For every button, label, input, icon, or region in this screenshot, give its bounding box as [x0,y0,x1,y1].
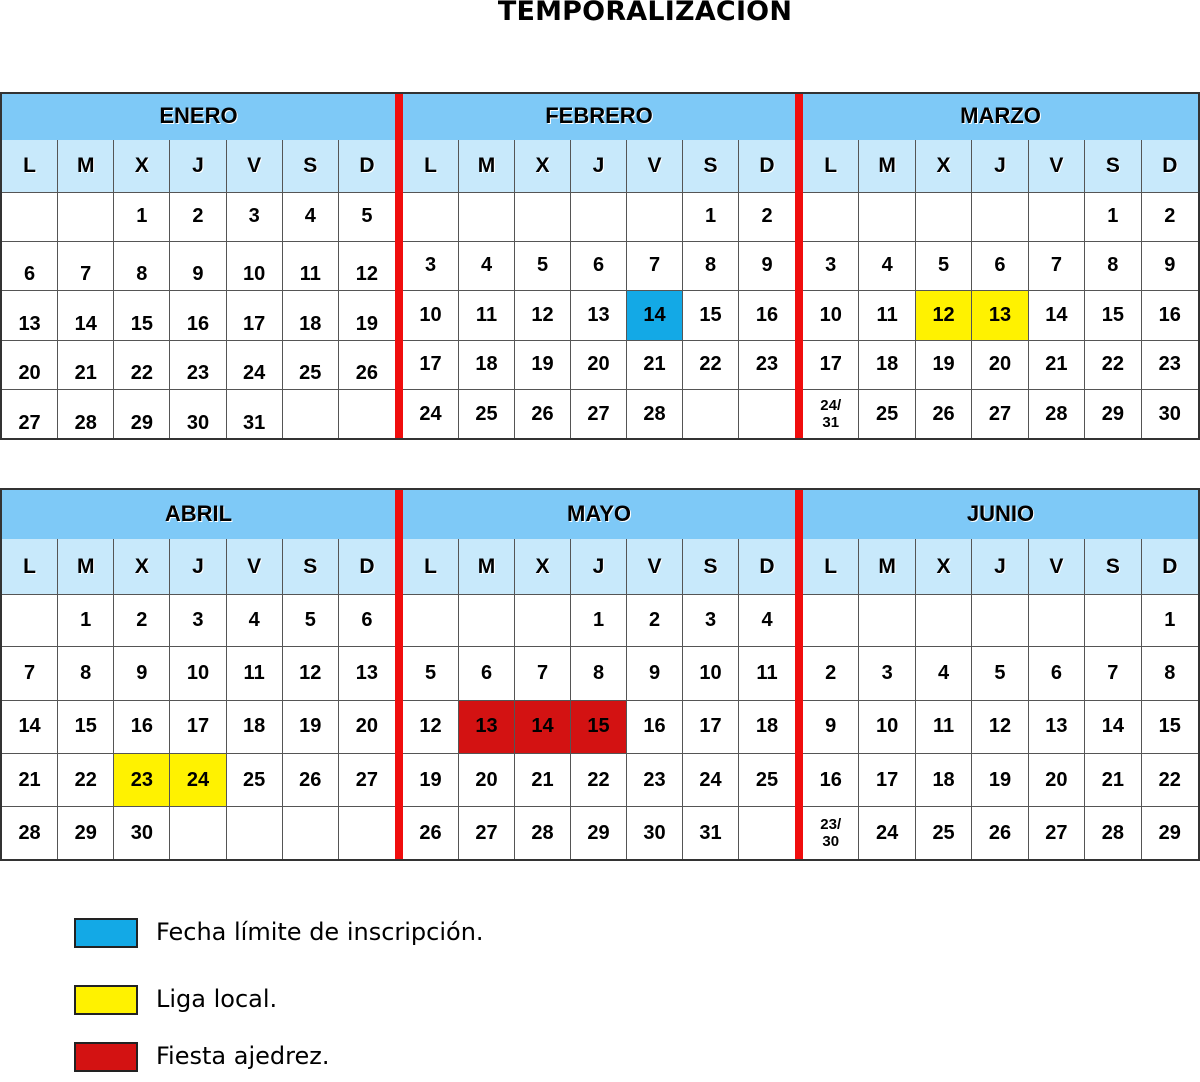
month-febrero [403,92,795,440]
empty-cell [803,594,859,647]
legend-label: Fecha límite de inscripción. [156,918,484,946]
day-cell: 5 [972,647,1028,700]
day-cell: 8 [1085,242,1141,292]
weekday-label: M [859,539,915,594]
day-cell: 7 [1029,242,1085,292]
weekday-label: J [170,140,226,192]
day-cell: 16 [170,291,226,341]
day-cell: 28 [1085,807,1141,860]
day-cell: 21 [515,754,571,807]
day-cell: 23 [627,754,683,807]
day-cell: 21 [2,754,58,807]
weekday-label: J [571,140,627,192]
day-grid [2,594,395,860]
day-cell: 9 [114,647,170,700]
day-cell: 9 [627,647,683,700]
weekday-label: X [916,539,972,594]
day-cell: 22 [1085,341,1141,391]
empty-cell [683,390,739,440]
day-cell: 20 [571,341,627,391]
day-cell: 25 [739,754,795,807]
day-cell: 7 [627,242,683,292]
empty-cell [58,192,114,242]
day-cell: 25 [283,341,339,391]
empty-cell [571,192,627,242]
day-cell: 13 [1029,701,1085,754]
month-mayo [403,488,795,861]
day-cell: 18 [283,291,339,341]
day-cell: 26 [339,341,395,391]
day-cell: 17 [227,291,283,341]
weekday-label: D [759,554,775,578]
weekday-label: D [1162,154,1178,177]
month-name: MAYO [403,488,795,540]
day-cell: 10 [803,291,859,341]
day-cell: 4 [859,242,915,292]
day-cell: 22 [114,341,170,391]
day-cell: 25 [227,754,283,807]
weekday-label: J [170,539,226,594]
day-cell: 27 [571,390,627,440]
empty-cell [739,807,795,860]
empty-cell [2,192,58,242]
weekday-label: J [571,539,627,594]
weekday-label: V [1029,140,1085,192]
calendar-row-2 [0,488,1200,861]
day-cell: 3 [227,192,283,242]
weekday-label: V [627,140,683,192]
day-cell: 28 [2,807,58,860]
day-cell: 24 [683,754,739,807]
day-cell: 19 [972,754,1028,807]
weekday-label: L [2,140,58,192]
day-cell: 29 [571,807,627,860]
day-cell: 30 [1142,390,1198,440]
empty-cell [859,192,915,242]
month-name: MARZO [803,92,1198,141]
day-cell: 14 [1029,291,1085,341]
month-name: ENERO [2,92,395,141]
day-cell: 24 [403,390,459,440]
day-cell: 14 [515,701,571,754]
weekday-label: J [972,140,1028,192]
day-grid [2,192,395,440]
day-cell: 9 [803,701,859,754]
day-cell: 14 [58,291,114,341]
day-cell: 8 [58,647,114,700]
day-cell: 18 [459,341,515,391]
weekday-label: V [1029,539,1085,594]
day-cell: 17 [170,701,226,754]
day-cell: 4 [739,594,795,647]
month-name: JUNIO [803,488,1198,540]
day-cell: 20 [972,341,1028,391]
day-cell: 16 [114,701,170,754]
day-cell: 9 [170,242,226,292]
day-cell: 1 [114,192,170,242]
day-cell: 22 [571,754,627,807]
day-cell: 2 [627,594,683,647]
empty-cell [859,594,915,647]
empty-cell [170,807,226,860]
weekday-label: D [359,154,375,177]
day-cell: 16 [803,754,859,807]
day-cell: 16 [739,291,795,341]
day-cell: 30 [114,807,170,860]
day-cell: 4 [227,594,283,647]
day-cell: 9 [1142,242,1198,292]
day-cell: 5 [515,242,571,292]
weekday-label: X [114,140,170,192]
empty-cell [283,807,339,860]
empty-cell [283,390,339,440]
day-cell: 13 [459,701,515,754]
weekday-label: S [1085,140,1141,192]
day-cell: 14 [1085,701,1141,754]
weekday-label: D [1162,554,1178,578]
day-cell: 6 [2,242,58,292]
day-cell: 12 [339,242,395,292]
weekday-label: X [515,140,571,192]
day-cell: 10 [859,701,915,754]
day-cell: 18 [916,754,972,807]
legend-label: Fiesta ajedrez. [156,1042,330,1070]
day-cell: 6 [571,242,627,292]
weekday-label: L [403,539,459,594]
day-cell: 26 [972,807,1028,860]
day-cell: 21 [58,341,114,391]
day-cell: 7 [1085,647,1141,700]
day-cell: 28 [515,807,571,860]
day-grid [803,192,1198,440]
day-cell: 7 [515,647,571,700]
day-cell: 7 [2,647,58,700]
empty-cell [972,192,1028,242]
day-cell: 11 [739,647,795,700]
day-cell: 19 [916,341,972,391]
day-cell: 27 [459,807,515,860]
day-cell: 18 [859,341,915,391]
day-cell: 22 [58,754,114,807]
day-cell: 8 [114,242,170,292]
empty-cell [2,594,58,647]
empty-cell [403,192,459,242]
weekday-header [2,539,395,595]
day-cell: 20 [459,754,515,807]
weekday-label: L [403,140,459,192]
weekday-label: L [803,140,859,192]
empty-cell [339,390,395,440]
day-cell: 12 [283,647,339,700]
day-cell: 25 [459,390,515,440]
weekday-header [2,140,395,193]
day-cell: 29 [1085,390,1141,440]
day-cell: 22 [1142,754,1198,807]
day-cell: 11 [283,242,339,292]
legend-swatch [74,918,138,948]
day-cell: 5 [403,647,459,700]
day-cell: 10 [403,291,459,341]
day-cell: 27 [2,390,58,440]
month-enero [2,92,395,440]
day-cell: 2 [114,594,170,647]
day-cell: 23 [1142,341,1198,391]
day-cell: 17 [403,341,459,391]
day-cell: 29 [58,807,114,860]
day-cell: 27 [972,390,1028,440]
page-title: TEMPORALIZACION [497,0,793,27]
day-cell: 26 [916,390,972,440]
month-separator [395,488,403,861]
weekday-label: X [916,140,972,192]
empty-cell [403,594,459,647]
weekday-header [803,539,1198,595]
day-cell: 11 [916,701,972,754]
day-cell: 25 [916,807,972,860]
day-cell: 12 [515,291,571,341]
weekday-label: D [359,554,375,578]
day-cell: 18 [739,701,795,754]
day-cell: 6 [459,647,515,700]
day-cell: 24 [859,807,915,860]
weekday-label: S [683,539,739,594]
weekday-label: S [683,140,739,192]
day-cell: 16 [1142,291,1198,341]
day-cell: 28 [627,390,683,440]
day-cell: 15 [571,701,627,754]
empty-cell [972,594,1028,647]
day-cell: 15 [1085,291,1141,341]
day-cell: 6 [1029,647,1085,700]
empty-cell [916,192,972,242]
day-cell: 4 [283,192,339,242]
day-grid [403,594,795,860]
day-cell: 2 [170,192,226,242]
day-cell: 14 [627,291,683,341]
legend-item-inscripcion [74,918,674,958]
day-cell: 28 [1029,390,1085,440]
day-cell: 8 [1142,647,1198,700]
day-cell: 23 [739,341,795,391]
weekday-label: V [227,140,283,192]
month-name: ABRIL [2,488,395,540]
day-cell: 6 [972,242,1028,292]
weekday-label: M [58,140,114,192]
month-separator [395,92,403,440]
day-cell: 11 [459,291,515,341]
weekday-label: M [58,539,114,594]
legend-item-liga [74,985,674,1025]
day-cell: 2 [739,192,795,242]
day-cell: 17 [683,701,739,754]
day-cell: 13 [571,291,627,341]
day-cell: 15 [683,291,739,341]
day-cell: 20 [339,701,395,754]
month-separator [795,488,803,861]
weekday-label: V [227,539,283,594]
day-cell: 17 [803,341,859,391]
day-cell: 5 [283,594,339,647]
weekday-label: V [627,539,683,594]
day-cell: 1 [571,594,627,647]
day-cell: 24 [227,341,283,391]
day-cell: 24/ 31 [803,390,859,440]
day-cell: 1 [1142,594,1198,647]
day-cell: 15 [114,291,170,341]
day-cell: 10 [170,647,226,700]
day-cell: 13 [2,291,58,341]
day-cell: 29 [114,390,170,440]
day-cell: 25 [859,390,915,440]
day-cell: 11 [859,291,915,341]
day-grid [803,594,1198,860]
day-cell: 20 [2,341,58,391]
day-cell: 3 [683,594,739,647]
day-cell: 6 [339,594,395,647]
day-cell: 30 [170,390,226,440]
empty-cell [1029,192,1085,242]
day-cell: 23/ 30 [803,807,859,860]
day-cell: 31 [227,390,283,440]
day-grid [403,192,795,440]
day-cell: 23 [170,341,226,391]
day-cell: 21 [1029,341,1085,391]
legend-label: Liga local. [156,985,278,1013]
day-cell: 27 [339,754,395,807]
day-cell: 4 [916,647,972,700]
day-cell: 29 [1142,807,1198,860]
day-cell: 20 [1029,754,1085,807]
day-cell: 9 [739,242,795,292]
empty-cell [515,192,571,242]
day-cell: 30 [627,807,683,860]
day-cell: 16 [627,701,683,754]
weekday-header [803,140,1198,193]
day-cell: 13 [339,647,395,700]
day-cell: 26 [403,807,459,860]
weekday-label: X [114,539,170,594]
day-cell: 5 [339,192,395,242]
day-cell: 7 [58,242,114,292]
day-cell: 1 [683,192,739,242]
empty-cell [1029,594,1085,647]
legend-item-fiesta [74,1042,674,1082]
day-cell: 15 [58,701,114,754]
day-cell: 26 [515,390,571,440]
weekday-label: S [283,140,339,192]
empty-cell [459,594,515,647]
day-cell: 8 [683,242,739,292]
day-cell: 1 [1085,192,1141,242]
weekday-label: M [459,140,515,192]
day-cell: 19 [515,341,571,391]
day-cell: 11 [227,647,283,700]
empty-cell [1085,594,1141,647]
weekday-label: L [2,539,58,594]
day-cell: 12 [916,291,972,341]
day-cell: 15 [1142,701,1198,754]
weekday-label: S [1085,539,1141,594]
day-cell: 18 [227,701,283,754]
day-cell: 3 [803,242,859,292]
day-cell: 26 [283,754,339,807]
day-cell: 10 [683,647,739,700]
day-cell: 3 [859,647,915,700]
weekday-label: X [515,539,571,594]
day-cell: 31 [683,807,739,860]
weekday-label: S [283,539,339,594]
day-cell: 10 [227,242,283,292]
day-cell: 1 [58,594,114,647]
empty-cell [227,807,283,860]
empty-cell [339,807,395,860]
day-cell: 24 [170,754,226,807]
month-marzo [803,92,1198,440]
weekday-label: M [459,539,515,594]
weekday-header [403,539,795,595]
day-cell: 22 [683,341,739,391]
calendar-row-1 [0,92,1200,440]
day-cell: 2 [1142,192,1198,242]
day-cell: 28 [58,390,114,440]
day-cell: 17 [859,754,915,807]
weekday-label: M [859,140,915,192]
empty-cell [459,192,515,242]
day-cell: 21 [1085,754,1141,807]
day-cell: 3 [170,594,226,647]
day-cell: 14 [2,701,58,754]
day-cell: 12 [972,701,1028,754]
day-cell: 19 [403,754,459,807]
empty-cell [916,594,972,647]
day-cell: 2 [803,647,859,700]
day-cell: 12 [403,701,459,754]
day-cell: 27 [1029,807,1085,860]
day-cell: 19 [283,701,339,754]
empty-cell [803,192,859,242]
month-abril [2,488,395,861]
month-separator [795,92,803,440]
day-cell: 19 [339,291,395,341]
empty-cell [627,192,683,242]
empty-cell [739,390,795,440]
weekday-label: L [803,539,859,594]
day-cell: 23 [114,754,170,807]
weekday-label: D [759,154,775,177]
weekday-header [403,140,795,193]
day-cell: 5 [916,242,972,292]
day-cell: 21 [627,341,683,391]
legend-swatch [74,1042,138,1072]
month-junio [803,488,1198,861]
day-cell: 4 [459,242,515,292]
day-cell: 3 [403,242,459,292]
weekday-label: J [972,539,1028,594]
day-cell: 8 [571,647,627,700]
empty-cell [515,594,571,647]
month-name: FEBRERO [403,92,795,141]
day-cell: 13 [972,291,1028,341]
legend-swatch [74,985,138,1015]
